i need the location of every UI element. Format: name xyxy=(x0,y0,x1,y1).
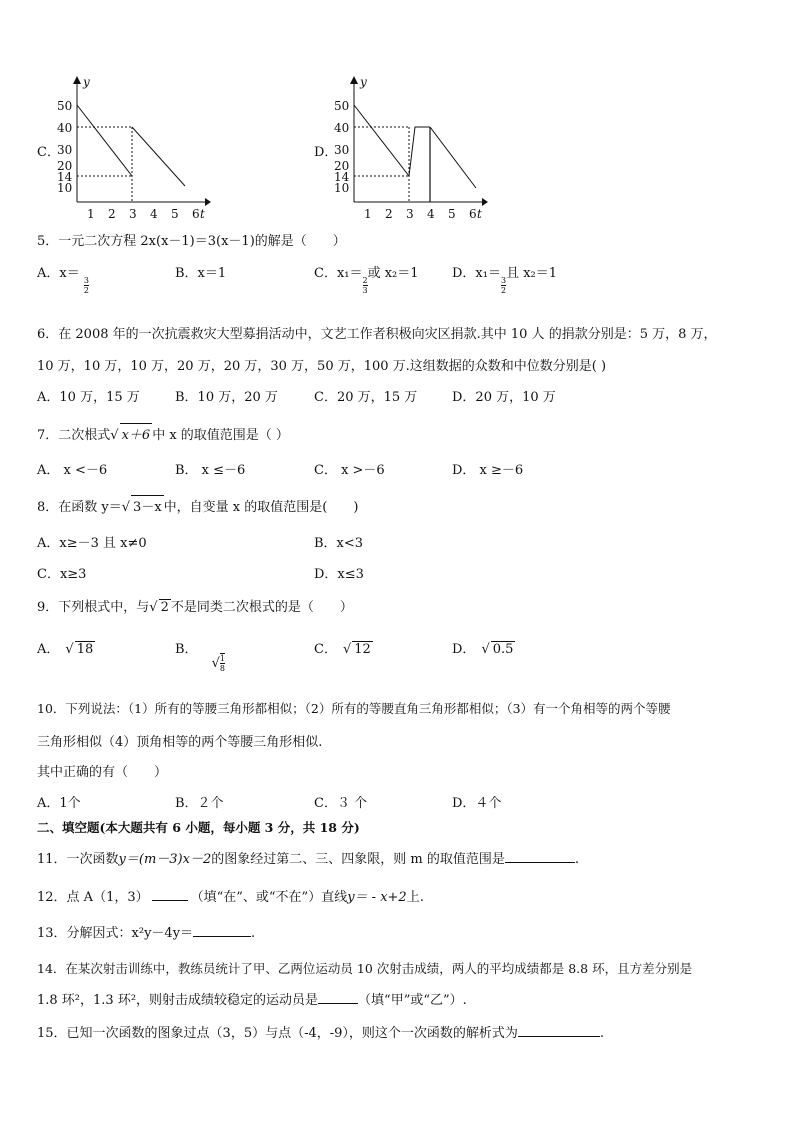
q8-option-c: C．x≥3 xyxy=(37,567,87,582)
q9-option-c: C． √ 12 xyxy=(314,642,371,657)
x-tick: 1 xyxy=(364,207,372,221)
q5-option-a: A．x＝ $\frac{3}{2}$ xyxy=(37,266,89,295)
q15: 15．已知一次函数的图象过点（3，5）与点（-4，-9），则这个一次函数的解析式为 . xyxy=(37,1026,605,1041)
x-tick: 4 xyxy=(427,207,435,221)
q5-option-d: D．x₁＝ $\frac{3}{2}$ 且 x₂＝1 xyxy=(452,266,558,295)
x-tick: 3 xyxy=(129,207,137,221)
q9-option-d: D． √ 0.5 xyxy=(452,642,514,657)
y-tick: 40 xyxy=(334,121,350,135)
y-tick: 10 xyxy=(57,181,73,195)
x-tick: 2 xyxy=(385,207,393,221)
q8-stem: 8．在函数 y＝√ 3－x 中，自变量 x 的取值范围是( ) xyxy=(37,495,358,515)
x-tick: 6 xyxy=(192,207,200,221)
q10-option-b: B．２个 xyxy=(175,796,224,811)
x-tick: 2 xyxy=(108,207,116,221)
q14-blank xyxy=(318,991,358,1004)
q10-line1: 10．下列说法：（1）所有的等腰三角形都相似；（2）所有的等腰直角三角形都相似；（3）有一个角相等的两个等腰 xyxy=(37,701,671,716)
y-axis-label: y xyxy=(360,75,367,89)
q13-blank xyxy=(193,924,251,937)
q12-blank xyxy=(152,888,188,901)
q8-option-a: A．x≥－3 且 x≠0 xyxy=(37,536,147,551)
graph-d xyxy=(332,72,492,226)
x-tick: 5 xyxy=(171,207,179,221)
graph-c xyxy=(55,72,215,226)
y-tick: 50 xyxy=(334,99,350,113)
y-axis-label: y xyxy=(83,75,90,89)
q6-option-d: D．20 万，10 万 xyxy=(452,390,556,405)
q7-option-a: A． x <－6 xyxy=(37,463,108,478)
q6-option-c: C．20 万，15 万 xyxy=(314,390,418,405)
q14-line1: 14．在某次射击训练中，教练员统计了甲、乙两位运动员 10 次射击成绩，两人的平均成绩都是 8.8 环，且方差分别是 xyxy=(37,961,693,976)
section-heading: 二、填空题(本大题共有 6 小题，每小题 3 分，共 18 分) xyxy=(37,820,360,835)
x-tick: 4 xyxy=(150,207,158,221)
q10-line2: 三角形相似（4）顶角相等的两个等腰三角形相似. xyxy=(37,735,323,750)
q9-option-a: A． √ 18 xyxy=(37,642,94,657)
q5-stem: 5．一元二次方程 2x(x－1)＝3(x－1)的解是（ ） xyxy=(37,234,346,249)
q9-option-b: B．√ $\frac{1}{8}$ xyxy=(175,642,225,673)
y-tick: 14 xyxy=(57,170,73,184)
q11-blank xyxy=(505,850,575,863)
q7-option-b: B． x ≤－6 xyxy=(175,463,246,478)
q14-line2: 1.8 环²，1.3 环²，则射击成绩较稳定的运动员是 （填“甲”或“乙”）. xyxy=(37,993,467,1008)
y-tick: 20 xyxy=(57,159,73,173)
t-axis-label: t xyxy=(200,207,205,221)
q9-stem: 9．下列根式中，与√ 2 不是同类二次根式的是（ ） xyxy=(37,600,353,615)
y-tick: 30 xyxy=(334,143,350,157)
q6-line1: 6．在 2008 年的一次抗震救灾大型募捐活动中，文艺工作者积极向灾区捐款.其中 10 人 的捐款分别是：5 万，8 万， xyxy=(37,327,717,342)
q6-option-a: A．10 万，15 万 xyxy=(37,390,140,405)
q10-option-a: A．1个 xyxy=(37,796,81,811)
q15-blank xyxy=(518,1024,600,1037)
x-tick: 6 xyxy=(469,207,477,221)
x-tick: 3 xyxy=(406,207,414,221)
q8-option-b: B．x<3 xyxy=(314,536,364,551)
q6-line2: 10 万，10 万，10 万，20 万，20 万，30 万，50 万，100 万.这组数据的众数和中位数分别是( ) xyxy=(37,359,607,374)
q10-option-d: D．４个 xyxy=(452,796,502,811)
x-tick: 1 xyxy=(87,207,95,221)
q13: 13．分解因式：x²y－4y＝ . xyxy=(37,926,256,941)
y-tick: 30 xyxy=(57,143,73,157)
q7-option-c: C． x >－6 xyxy=(314,463,385,478)
q12: 12．点 A（1，3） （填“在”、或“不在”）直线y＝ - x+2上. xyxy=(37,890,424,905)
y-tick: 20 xyxy=(334,159,350,173)
q5-option-b: B．x＝1 xyxy=(175,266,227,281)
q5-option-c: C．x₁＝ $\frac{2}{3}$ 或 x₂＝1 xyxy=(314,266,419,295)
q10-option-c: C．３ 个 xyxy=(314,796,368,811)
y-tick: 50 xyxy=(57,99,73,113)
q8-option-d: D．x≤3 xyxy=(314,567,364,582)
y-tick: 40 xyxy=(57,121,73,135)
graph-c-label: C． xyxy=(37,145,60,160)
q11: 11．一次函数y＝(m－3)x－2的图象经过第二、三、四象限，则 m 的取值范围是 . xyxy=(37,852,579,867)
y-tick: 14 xyxy=(334,170,350,184)
q7-option-d: D． x ≥－6 xyxy=(452,463,524,478)
q10-line3: 其中正确的有（ ） xyxy=(37,765,168,780)
x-tick: 5 xyxy=(448,207,456,221)
graph-d-label: D． xyxy=(314,145,338,160)
y-tick: 10 xyxy=(334,181,350,195)
q6-option-b: B．10 万，20 万 xyxy=(175,390,278,405)
t-axis-label: t xyxy=(477,207,482,221)
q7-stem: 7．二次根式√ x＋6 中 x 的取值范围是（ ） xyxy=(37,423,289,443)
